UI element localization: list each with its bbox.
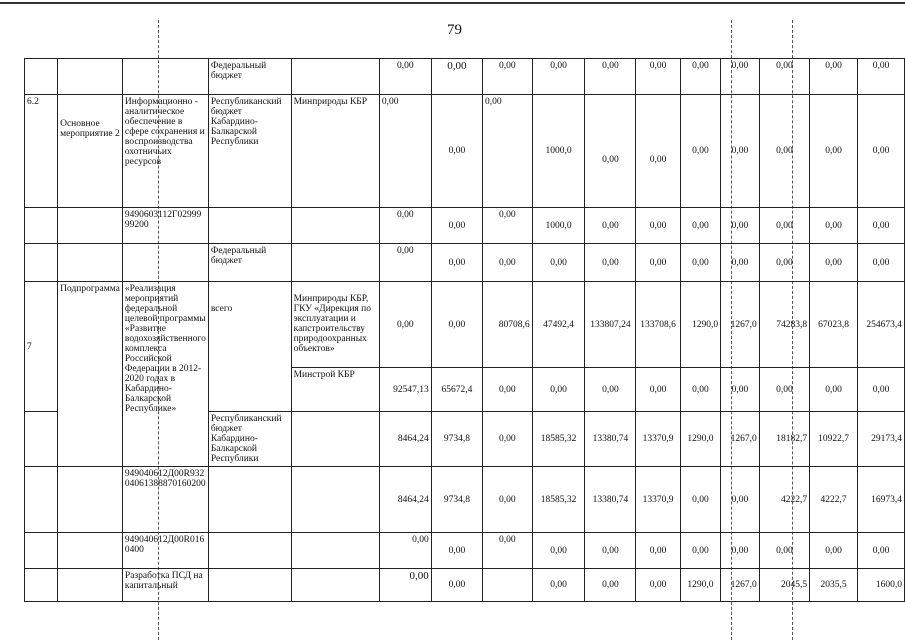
cell-status	[58, 244, 123, 282]
cell-value: 0,00	[858, 208, 905, 244]
cell-value: 4222,7	[759, 467, 809, 533]
cell-number: 6.2	[25, 95, 58, 208]
cell-value: 1290,0	[680, 412, 720, 467]
cell-value: 0,00	[379, 244, 431, 282]
cell-value: 47492,4	[532, 282, 585, 368]
cell-value: 0,00	[721, 244, 760, 282]
cell-value: 0,00	[379, 533, 431, 569]
cell-value: 0,00	[585, 244, 636, 282]
cell-value: 0,00	[431, 59, 482, 95]
cell-value: 16973,4	[858, 467, 905, 533]
cell-value: 18585,32	[532, 467, 585, 533]
cell-value: 13380,74	[585, 412, 636, 467]
cell-value: 0,00	[431, 569, 482, 602]
cell-value: 0,00	[483, 467, 533, 533]
cell-value: 92547,13	[379, 368, 431, 412]
cell-status	[58, 208, 123, 244]
cell-value: 0,00	[585, 95, 636, 208]
cell-source	[208, 533, 291, 569]
cell-value: 0,00	[483, 208, 533, 244]
cell-value: 0,00	[431, 208, 482, 244]
cell-value: 133708,6	[636, 282, 680, 368]
cell-value: 0,00	[585, 59, 636, 95]
cell-value: 0,00	[810, 59, 858, 95]
cell-source: всего	[208, 282, 291, 412]
cell-source: Федеральный бюджет	[208, 244, 291, 282]
cell-value: 65672,4	[431, 368, 482, 412]
table-row	[25, 282, 905, 368]
cell-value: 0,00	[483, 412, 533, 467]
cell-source	[208, 208, 291, 244]
cell-value: 0,00	[721, 467, 760, 533]
cell-value: 0,00	[483, 59, 533, 95]
table-row	[25, 244, 905, 282]
table-row	[25, 95, 905, 208]
cell-number	[25, 244, 58, 282]
cell-value: 0,00	[379, 95, 431, 208]
cell-value: 13370,9	[636, 412, 680, 467]
page-number: 79	[447, 22, 462, 38]
cell-number	[25, 533, 58, 569]
cell-value: 0,00	[483, 244, 533, 282]
cell-source: Республиканский бюджет Кабардино-Балкарской Республики	[208, 412, 291, 467]
cell-source: Республиканский бюджет Кабардино-Балкарской Республики	[208, 95, 291, 208]
cell-executor: Минприроды КБР, ГКУ «Дирекция по эксплуатации и капстроительству природоохранных объектов»	[291, 282, 379, 368]
cell-source	[208, 467, 291, 533]
cell-value: 0,00	[379, 59, 431, 95]
cell-value: 0,00	[636, 368, 680, 412]
cell-value: 0,00	[858, 533, 905, 569]
cell-value: 0,00	[858, 244, 905, 282]
cell-value: 1267,0	[721, 282, 760, 368]
cell-value: 254673,4	[858, 282, 905, 368]
cell-value: 0,00	[810, 95, 858, 208]
cell-value: 0,00	[858, 95, 905, 208]
cell-name: «Реализация мероприятий федеральной целевой программы «Развитие водохозяйственного комплекса Российской Федерации в 2012-2020 годах в Кабардино-Балкарской Республике»	[122, 282, 208, 467]
cell-value: 10922,7	[810, 412, 858, 467]
cell-value: 0,00	[636, 533, 680, 569]
cell-value: 0,00	[532, 533, 585, 569]
cell-value: 0,00	[483, 533, 533, 569]
cell-value: 29173,4	[858, 412, 905, 467]
cell-value: 0,00	[379, 282, 431, 368]
cell-executor	[291, 244, 379, 282]
table-row	[25, 569, 905, 602]
budget-table-sheet	[24, 58, 905, 602]
table-row	[25, 467, 905, 533]
cell-value: 67023,8	[810, 282, 858, 368]
cell-value: 0,00	[431, 244, 482, 282]
cell-value: 0,00	[431, 95, 482, 208]
cell-source: Федеральный бюджет	[208, 59, 291, 95]
cell-executor	[291, 569, 379, 602]
cell-number: 7	[25, 282, 58, 412]
cell-executor	[291, 59, 379, 95]
cell-value: 133807,24	[585, 282, 636, 368]
cell-value: 0,00	[810, 208, 858, 244]
cell-value: 0,00	[858, 59, 905, 95]
cell-value: 0,00	[636, 59, 680, 95]
cell-value: 13370,9	[636, 467, 680, 533]
cell-value: 8464,24	[379, 412, 431, 467]
cell-value: 18182,7	[759, 412, 809, 467]
cell-value: 1600,0	[858, 569, 905, 602]
cell-name	[122, 244, 208, 282]
cell-value: 2035,5	[810, 569, 858, 602]
cell-value: 0,00	[759, 59, 809, 95]
cell-value: 0,00	[810, 533, 858, 569]
cell-value: 1000,0	[532, 95, 585, 208]
cell-number	[25, 412, 58, 467]
cell-value: 0,00	[379, 569, 431, 602]
cell-name	[122, 59, 208, 95]
cell-value: 0,00	[585, 208, 636, 244]
cell-name: Информационно - аналитическое обеспечение в сфере сохранения и воспроизводства охотничьих ресурсов	[122, 95, 208, 208]
cell-value: 0,00	[680, 95, 720, 208]
cell-value: 0,00	[585, 533, 636, 569]
cell-executor	[291, 412, 379, 467]
cell-executor	[291, 533, 379, 569]
cell-value: 0,00	[532, 59, 585, 95]
cell-code: 949040612Д00R0160400	[122, 533, 208, 569]
cell-value: 1267,0	[721, 412, 760, 467]
cell-name: Разработка ПСД на капитальный	[122, 569, 208, 602]
table-row	[25, 208, 905, 244]
budget-table	[24, 58, 905, 602]
cell-value: 0,00	[721, 95, 760, 208]
cell-value: 0,00	[759, 533, 809, 569]
cell-status: Подпрограмма	[58, 282, 123, 467]
cell-number	[25, 208, 58, 244]
cell-value: 0,00	[532, 368, 585, 412]
cell-value: 0,00	[680, 368, 720, 412]
cell-value: 0,00	[680, 208, 720, 244]
cell-code: 9490603112Г0299999200	[122, 208, 208, 244]
cell-value: 0,00	[721, 208, 760, 244]
cell-value: 0,00	[483, 368, 533, 412]
cell-value: 8464,24	[379, 467, 431, 533]
cell-status	[58, 59, 123, 95]
cell-executor: Минстрой КБР	[291, 368, 379, 412]
cell-value: 0,00	[759, 208, 809, 244]
cell-value: 0,00	[721, 533, 760, 569]
cell-value: 0,00	[636, 208, 680, 244]
cell-executor: Минприроды КБР	[291, 95, 379, 208]
cell-code: 949040612Д00R93204061388870160200	[122, 467, 208, 533]
cell-value: 0,00	[431, 533, 482, 569]
cell-number	[25, 59, 58, 95]
cell-status	[58, 533, 123, 569]
cell-value: 1000,0	[532, 208, 585, 244]
cell-status	[58, 467, 123, 533]
cell-value: 0,00	[636, 244, 680, 282]
cell-value: 0,00	[680, 467, 720, 533]
cell-value	[483, 569, 533, 602]
cell-value: 0,00	[585, 569, 636, 602]
cell-executor	[291, 208, 379, 244]
cell-value: 0,00	[810, 368, 858, 412]
cell-value: 1290,0	[680, 569, 720, 602]
cell-value: 0,00	[636, 569, 680, 602]
cell-value: 0,00	[532, 569, 585, 602]
cell-value: 0,00	[721, 368, 760, 412]
cell-value: 0,00	[759, 95, 809, 208]
table-row	[25, 533, 905, 569]
cell-value: 80708,6	[483, 282, 533, 368]
table-row	[25, 59, 905, 95]
cell-value: 0,00	[379, 208, 431, 244]
cell-status: Основное мероприятие 2	[58, 95, 123, 208]
cell-value: 0,00	[636, 95, 680, 208]
cell-value: 0,00	[759, 368, 809, 412]
cell-value: 74283,8	[759, 282, 809, 368]
cell-value: 0,00	[532, 244, 585, 282]
cell-value: 1290,0	[680, 282, 720, 368]
cell-value: 0,00	[680, 244, 720, 282]
cell-value: 2045,5	[759, 569, 809, 602]
cell-status	[58, 569, 123, 602]
cell-value: 9734,8	[431, 412, 482, 467]
cell-value: 0,00	[810, 244, 858, 282]
cell-value: 0,00	[680, 533, 720, 569]
cell-value: 0,00	[858, 368, 905, 412]
cell-executor	[291, 467, 379, 533]
cell-value: 0,00	[483, 95, 533, 208]
cell-value: 9734,8	[431, 467, 482, 533]
cell-value: 0,00	[585, 368, 636, 412]
cell-value: 0,00	[680, 59, 720, 95]
cell-source	[208, 569, 291, 602]
top-border-line	[0, 2, 905, 4]
cell-value: 0,00	[721, 59, 760, 95]
cell-number	[25, 569, 58, 602]
cell-value: 18585,32	[532, 412, 585, 467]
cell-number	[25, 467, 58, 533]
cell-value: 0,00	[431, 282, 482, 368]
cell-value: 0,00	[759, 244, 809, 282]
cell-value: 13380,74	[585, 467, 636, 533]
cell-value: 1267,0	[721, 569, 760, 602]
cell-value: 4222,7	[810, 467, 858, 533]
